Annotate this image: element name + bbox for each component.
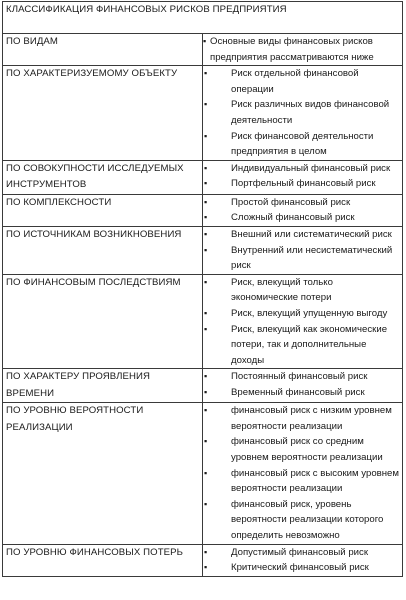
list-item-text: финансовый риск со средним уровнем вероятности реализации (231, 436, 383, 464)
list-item-text: Риск финансовой деятельности предприятия в целом (231, 130, 374, 158)
bullet-icon: ▪ (204, 212, 208, 223)
category-cell: ПО УРОВНЮ ВЕРОЯТНОСТИ РЕАЛИЗАЦИИ (3, 403, 203, 544)
category-cell: ПО КОМПЛЕКСНОСТИ (3, 194, 203, 226)
list-item-text: финансовый риск с высоким уровнем вероятности реализации (231, 467, 399, 495)
bullet-icon: ▪ (204, 228, 208, 239)
bullet-icon: ▪ (204, 196, 208, 207)
list-item-text: финансовый риск, уровень вероятности реализации которого определить невозможно (231, 498, 384, 542)
list-item-text: Простой финансовый риск (231, 196, 351, 208)
list-item (203, 161, 400, 177)
list-item-text: Основные виды финансовых рисков предприятия рассматриваются ниже (210, 36, 374, 63)
bullet-icon: ▪ (204, 371, 208, 382)
list-item-text: Риск, влекущий упущенную выгоду (231, 307, 388, 319)
items-cell (203, 369, 403, 403)
list-item-text: Внешний или систематический риск (231, 228, 392, 240)
list-item-text: Риск отдельной финансовой операции (231, 68, 359, 95)
category-cell: ПО ВИДАМ (3, 34, 203, 66)
bullet-icon: ▪ (204, 436, 208, 447)
bullet-icon: ▪ (204, 99, 208, 110)
list-item (203, 497, 400, 544)
list-item (203, 306, 400, 322)
table-row (3, 34, 403, 66)
list-item (203, 129, 400, 160)
items-cell (203, 160, 403, 194)
category-cell: ПО СОВОКУПНОСТИ ИССЛЕДУЕМЫХ ИНСТРУМЕНТОВ (3, 160, 203, 194)
bullet-icon: ▪ (204, 323, 208, 334)
list-item (203, 560, 400, 576)
bullet-icon: ▪ (204, 546, 208, 557)
list-item (203, 403, 400, 434)
list-item-text: Риск, влекущий как экономические потери, так и дополнительные доходы (231, 323, 388, 366)
list-item-text: Внутренний или несистематический риск (231, 244, 393, 272)
list-item (203, 434, 400, 465)
category-cell: ПО ИСТОЧНИКАМ ВОЗНИКНОВЕНИЯ (3, 226, 203, 274)
bullet-icon: ▪ (204, 307, 208, 318)
list-item (203, 97, 400, 128)
list-item-text: Индивидуальный финансовый риск (231, 162, 391, 174)
table-row (3, 66, 403, 161)
list-item (203, 66, 400, 97)
list-item (203, 195, 400, 211)
bullet-icon: ▪ (204, 68, 208, 79)
table-row (3, 274, 403, 369)
list-item-text: Допустимый финансовый риск (231, 546, 369, 558)
list-item-text: Временный финансовый риск (231, 386, 365, 398)
list-item (203, 176, 400, 192)
table-row (3, 403, 403, 544)
risk-classification-table (2, 1, 403, 577)
list-item (203, 275, 400, 306)
bullet-icon: ▪ (204, 562, 208, 573)
items-cell (203, 274, 403, 369)
bullet-icon: ▪ (203, 36, 207, 46)
table-row (3, 544, 403, 576)
table-title: КЛАССИФИКАЦИЯ ФИНАНСОВЫХ РИСКОВ ПРЕДПРИЯТИЯ (3, 2, 403, 34)
items-cell (203, 544, 403, 576)
bullet-icon: ▪ (204, 130, 208, 141)
list-item (203, 545, 400, 561)
bullet-icon: ▪ (204, 244, 208, 255)
list-item (203, 34, 400, 65)
table-row (3, 369, 403, 403)
list-item-text: Критический финансовый риск (231, 562, 369, 574)
category-cell: ПО ХАРАКТЕРУ ПРОЯВЛЕНИЯ ВРЕМЕНИ (3, 369, 203, 403)
list-item (203, 369, 400, 385)
list-item (203, 466, 400, 497)
list-item (203, 210, 400, 226)
list-item-text: Постоянный финансовый риск (231, 371, 368, 383)
table-row (3, 226, 403, 274)
list-item-text: Сложный финансовый риск (231, 212, 355, 224)
title-row (3, 2, 403, 34)
items-cell (203, 66, 403, 161)
list-item (203, 322, 400, 369)
bullet-icon: ▪ (204, 498, 208, 509)
list-item-text: финансовый риск с низким уровнем вероятности реализации (231, 405, 392, 432)
list-item (203, 227, 400, 243)
bullet-icon: ▪ (204, 162, 208, 173)
category-cell: ПО УРОВНЮ ФИНАНСОВЫХ ПОТЕРЬ (3, 544, 203, 576)
table-row (3, 160, 403, 194)
items-cell (203, 194, 403, 226)
list-item-text: Портфельный финансовый риск (231, 178, 376, 190)
category-cell: ПО ХАРАКТЕРИЗУЕМОМУ ОБЪЕКТУ (3, 66, 203, 161)
bullet-icon: ▪ (204, 467, 208, 478)
bullet-icon: ▪ (204, 405, 208, 416)
list-item-text: Риск, влекущий только экономические потери (231, 276, 333, 304)
list-item (203, 243, 400, 274)
items-cell (203, 403, 403, 544)
bullet-icon: ▪ (204, 386, 208, 397)
list-item (203, 385, 400, 401)
table-row (3, 194, 403, 226)
list-item-text: Риск различных видов финансовой деятельности (231, 99, 390, 126)
items-cell (203, 34, 403, 66)
bullet-icon: ▪ (204, 276, 208, 287)
items-cell (203, 226, 403, 274)
bullet-icon: ▪ (204, 178, 208, 189)
category-cell: ПО ФИНАНСОВЫМ ПОСЛЕДСТВИЯМ (3, 274, 203, 369)
